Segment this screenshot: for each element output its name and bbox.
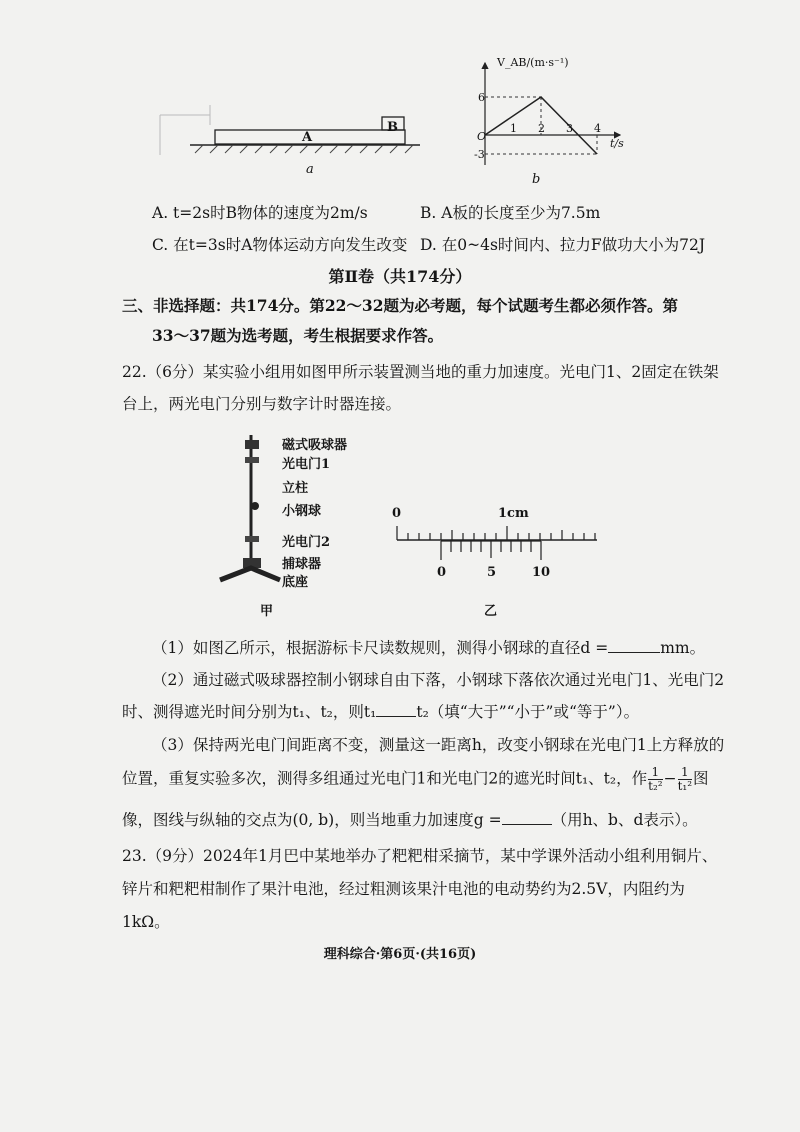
q22-sub1-unit: mm。: [660, 639, 706, 657]
figure-b-caption: b: [532, 172, 541, 187]
answer-blank-diameter[interactable]: [608, 638, 660, 653]
x-tick-1: 1: [510, 122, 517, 135]
x-tick-2: 2: [538, 122, 545, 135]
main-scale-unit: 1cm: [498, 506, 529, 521]
label-pole: 立柱: [282, 481, 309, 496]
q23-line1: 23.（9分）2024年1月巴中某地举办了粑粑柑采摘节，某中学课外活动小组利用铜片、: [122, 847, 718, 865]
y-tick-6: 6: [478, 91, 485, 104]
q23-line3: 1kΩ。: [122, 913, 170, 931]
q22-sub1: [152, 636, 705, 658]
magnet-holder: [245, 440, 259, 449]
block-a-label: A: [302, 130, 313, 145]
caption-jia: 甲: [260, 604, 274, 619]
photogate-1: [245, 457, 259, 463]
page-footer: 理科综合·第6页·(共16页): [323, 947, 477, 962]
x-tick-3: 3: [566, 122, 573, 135]
option-a: A. t=2s时B物体的速度为2m/s: [152, 204, 368, 222]
frac1-den: t₂²: [648, 779, 663, 793]
q22-sub2-line1: （2）通过磁式吸球器控制小钢球自由下落，小钢球下落依次通过光电门1、光电门2: [152, 671, 725, 689]
q22-sub3-line3: [122, 808, 698, 830]
frac1-num: 1: [648, 766, 662, 780]
label-catcher: 捕球器: [282, 557, 322, 572]
x-axis-label: t/s: [610, 137, 624, 150]
ground-hatch: [195, 145, 413, 153]
answer-blank-g[interactable]: [502, 810, 552, 825]
fraction-1-over-t2sq: [648, 766, 662, 793]
x-tick-4: 4: [594, 122, 601, 135]
q22-sub2-line2: [122, 700, 639, 722]
photogate-2: [245, 536, 259, 542]
label-magnet: 磁式吸球器: [282, 438, 348, 453]
q22-sub3-text: 位置，重复实验多次，测得多组通过光电门1和光电门2的遮光时间t₁、t₂，作: [122, 769, 648, 788]
origin-label: O: [477, 130, 487, 143]
q22-sub3-hint: （用h、b、d表示）。: [551, 811, 698, 829]
option-d: D. 在0~4s时间内、拉力F做功大小为72J: [420, 236, 706, 254]
vernier-tick-5: 5: [487, 565, 497, 580]
label-ball: 小钢球: [282, 504, 322, 519]
q22-line1: 22.（6分）某实验小组用如图甲所示装置测当地的重力加速度。光电门1、2固定在铁架: [122, 363, 719, 381]
label-base: 底座: [282, 575, 309, 590]
q22-sub2-text: 时、测得遮光时间分别为t₁、t₂，则t₁: [122, 703, 377, 721]
q22-sub1-text: （1）如图乙所示，根据游标卡尺读数规则，测得小钢球的直径d =: [152, 639, 609, 657]
block-b-label: B: [387, 120, 398, 135]
part3-line2: 33～37题为选考题，考生根据要求作答。: [152, 326, 444, 345]
steel-ball: [251, 502, 259, 510]
option-c: C. 在t=3s时A物体运动方向发生改变: [152, 236, 408, 254]
vernier-scale: [385, 520, 610, 580]
section-title: 第Ⅱ卷（共174分）: [328, 267, 472, 286]
q22-sub3-tail: 图: [693, 769, 709, 788]
minus-sign: −: [663, 769, 677, 788]
q22-sub3-line1: （3）保持两光电门间距离不变，测量这一距离h，改变小钢球在光电门1上方释放的: [152, 736, 725, 754]
label-gate1: 光电门1: [282, 457, 331, 472]
answer-blank-compare[interactable]: [376, 702, 416, 717]
label-gate2: 光电门2: [282, 535, 331, 550]
part3-line1: 三、非选择题：共174分。第22～32题为必考题，每个试题考生都必须作答。第: [122, 296, 678, 315]
vernier-tick-0: 0: [437, 565, 447, 580]
figure-a-caption: a: [306, 162, 314, 177]
q22-sub3-line2: [122, 766, 709, 793]
y-axis-label: V_AB/(m·s⁻¹): [497, 56, 569, 69]
caption-yi: 乙: [484, 604, 498, 619]
y-tick-neg3: -3: [474, 148, 485, 161]
vernier-ticks: [441, 541, 541, 560]
q22-sub2-hint: t₂（填“大于”“小于”或“等于”）。: [416, 703, 640, 721]
fraction-1-over-t1sq: [678, 766, 692, 793]
option-b: B. A板的长度至少为7.5m: [420, 204, 601, 222]
frac2-den: t₁²: [677, 779, 693, 793]
apparatus-figure: [205, 430, 285, 590]
frac2-num: 1: [678, 766, 692, 780]
stand-base: [220, 568, 280, 580]
figure-a: [150, 95, 440, 185]
q22-line2: 台上，两光电门分别与数字计时器连接。: [122, 395, 402, 413]
main-scale-zero: 0: [392, 506, 402, 521]
q22-sub3-g-text: 像，图线与纵轴的交点为(0, b)，则当地重力加速度g =: [122, 811, 502, 829]
figure-b-graph: [445, 55, 645, 185]
figure-a-faint-rope: [160, 105, 210, 155]
main-scale-ticks: [397, 526, 595, 540]
q23-line2: 锌片和粑粑柑制作了果汁电池，经过粗测该果汁电池的电动势约为2.5V，内阻约为: [122, 880, 685, 898]
vernier-tick-10: 10: [532, 565, 551, 580]
